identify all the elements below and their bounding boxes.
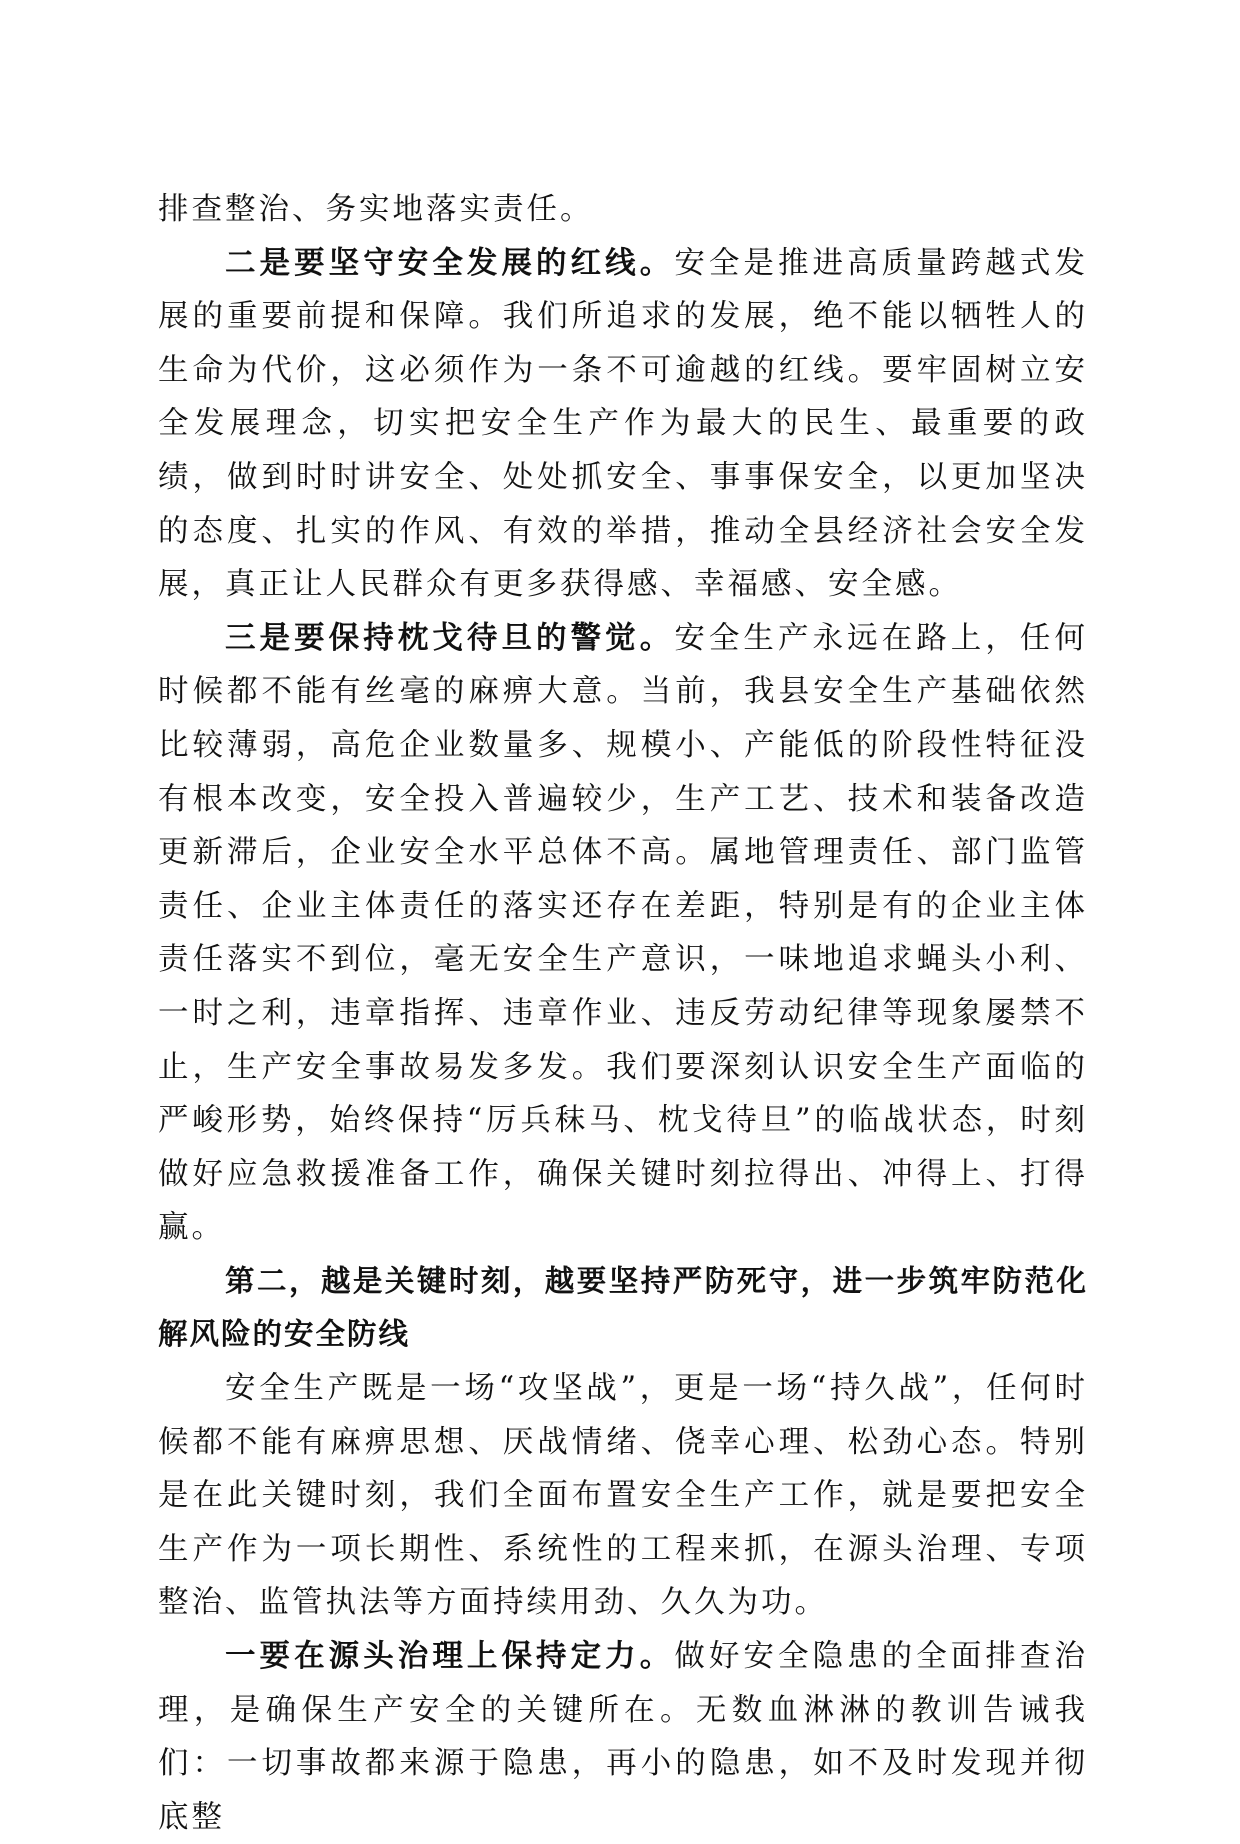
paragraph-continuation (158, 183, 1088, 237)
section-heading: 第二，越是关键时刻，越要坚持严防死守，进一步筑牢防范化解风险的安全防线 (158, 1263, 1088, 1352)
paragraph-lead: 二是要坚守安全发展的红线。 (225, 244, 675, 281)
paragraph-text: 排查整治、务实地落实责任。 (158, 192, 594, 227)
paragraph-lead: 一要在源头治理上保持定力。 (225, 1638, 675, 1675)
document-body (158, 183, 1088, 1844)
paragraph-text: 安全是推进高质量跨越式发展的重要前提和保障。我们所追求的发展，绝不能以牺牲人的生命为代价，这必须作为一条不可逾越的红线。要牢固树立安全发展理念，切实把安全生产作为最大的民生、最重要的政绩，做到时时讲安全、处处抓安全、事事保安全，以更加坚决的态度、扎实的作风、有效的举措，推动全县经济社会安全发展，真正让人民群众有更多获得感、幸福感、安全感。 (158, 245, 1088, 603)
paragraph-lead: 三是要保持枕戈待旦的警觉。 (225, 619, 675, 656)
paragraph-text: 安全生产既是一场“攻坚战”，更是一场“持久战”，任何时候都不能有麻痹思想、厌战情绪、侥幸心理、松劲心态。特别是在此关键时刻，我们全面布置安全生产工作，就是要把安全生产作为一项长期性、系统性的工程来抓，在源头治理、专项整治、监管执法等方面持续用劲、久久为功。 (158, 1371, 1088, 1621)
paragraph-text: 做好安全隐患的全面排查治理，是确保生产安全的关键所在。无数血淋淋的教训告诫我们：一切事故都来源于隐患，再小的隐患，如不及时发现并彻底整 (158, 1639, 1088, 1835)
paragraph-long-term (158, 1362, 1088, 1630)
paragraph-text: 安全生产永远在路上，任何时候都不能有丝毫的麻痹大意。当前，我县安全生产基础依然比较薄弱，高危企业数量多、规模小、产能低的阶段性特征没有根本改变，安全投入普遍较少，生产工艺、技术和装备改造更新滞后，企业安全水平总体不高。属地管理责任、部门监管责任、企业主体责任的落实还存在差距，特别是有的企业主体责任落实不到位，毫无安全生产意识，一味地追求蝇头小利、一时之利，违章指挥、违章作业、违反劳动纪律等现象屡禁不止，生产安全事故易发多发。我们要深刻认识安全生产面临的严峻形势，始终保持“厉兵秣马、枕戈待旦”的临战状态，时刻做好应急救援准备工作，确保关键时刻拉得出、冲得上、打得赢。 (158, 620, 1088, 1246)
paragraph-vigilance (158, 612, 1088, 1255)
paragraph-red-line (158, 237, 1088, 612)
paragraph-source-governance (158, 1630, 1088, 1844)
